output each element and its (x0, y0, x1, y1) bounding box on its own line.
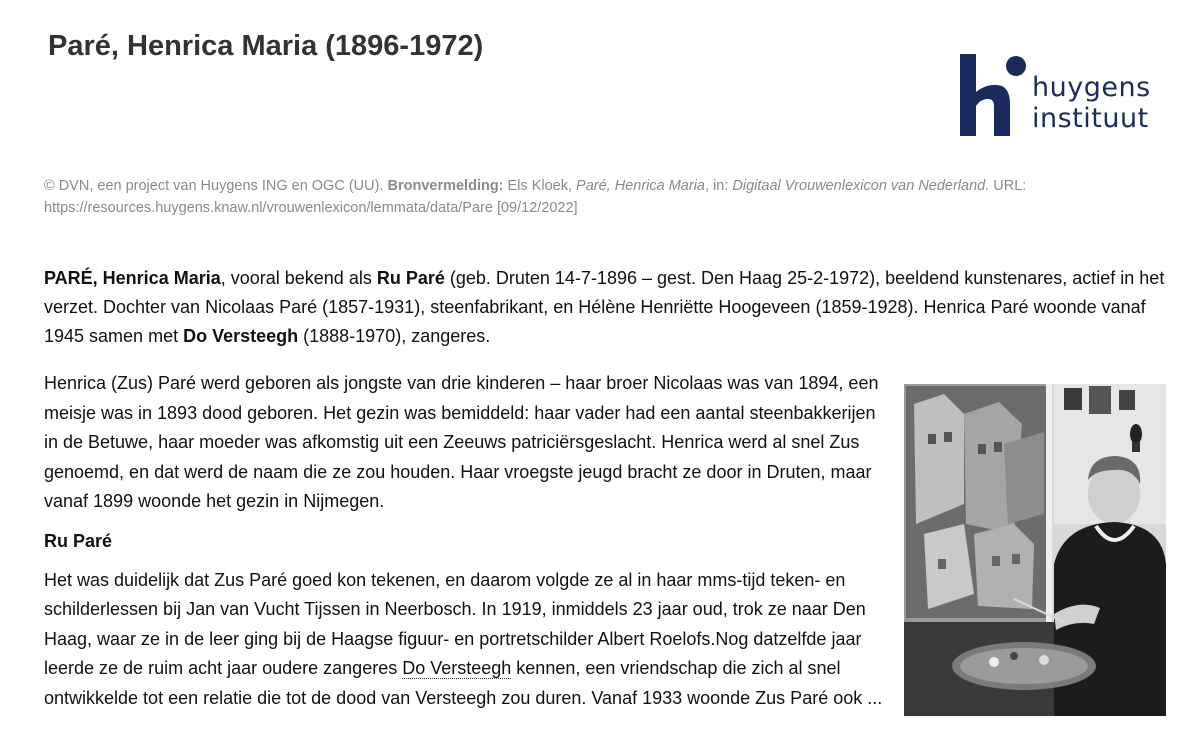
huygens-logo[interactable] (958, 52, 1173, 142)
page-title: Paré, Henrica Maria (1896-1972) (48, 30, 484, 62)
credit-source: Digitaal Vrouwenlexicon van Nederland. (732, 178, 990, 194)
intro-text-2: (geb. Druten 14-7-1896 – gest. Den Haag 25-2-1972), beeldend kunstenares, actief in het verzet. Dochter van Nicolaas Paré (1857-1931), steenfabrikant, en Hélène Henriëtte Hoogeveen (1859-1928). Henrica Paré woonde vanaf 1945 samen met (44, 268, 1165, 346)
credit-label: Bronvermelding: (387, 178, 504, 194)
do-versteegh-link[interactable]: Do Versteegh (402, 658, 512, 678)
section-heading: Ru Paré (44, 530, 113, 551)
logo-line-1: huygens (1032, 72, 1151, 103)
credit-url[interactable]: URL: https://resources.huygens.knaw.nl/vrouwenlexicon/lemmata/data/Pare [09/12/2022] (44, 178, 1027, 216)
intro-name: PARÉ, Henrica Maria (44, 268, 221, 288)
article-body (44, 369, 889, 723)
intro-paragraph (44, 264, 1174, 351)
credit-in: , in: (704, 178, 733, 194)
credit-lemma: Paré, Henrica Maria (576, 178, 705, 194)
logo-wordmark (1032, 72, 1151, 134)
intro-alias: Ru Paré (376, 268, 445, 288)
body-paragraph-2-text-b: kennen, een vriendschap die zich al snel ontwikkelde tot een relatie die tot de dood van Versteegh zou duren. Vanaf 1933 woonde Zus Paré ook ... (44, 658, 883, 708)
body-paragraph-1: Henrica (Zus) Paré werd geboren als jongste van drie kinderen – haar broer Nicolaas was van 1894, een meisje was in 1893 dood geboren. Het gezin was bemiddeld: haar vader had een aantal steenbakkerijen in de Betuwe, haar moeder was afkomstig uit een Zeeuws patriciërsgeslacht. Henrica werd al snel Zus genoemd, en dat werd de naam die ze zou houden. Haar vroegste jeugd bracht ze door in Druten, maar vanaf 1899 woonde het gezin in Nijmegen. (44, 373, 879, 511)
intro-text-1: , vooral bekend als (220, 268, 377, 288)
huygens-h-icon (958, 52, 1028, 142)
portrait-photo (904, 384, 1166, 716)
credit-author: Els Kloek, (503, 178, 577, 194)
body-paragraph-2-text-a: Het was duidelijk dat Zus Paré goed kon tekenen, en daarom volgde ze al in haar mms-tijd teken- en schilderlessen bij Jan van Vucht Tijssen in Neerbosch. In 1919, inmiddels 23 jaar oud, trok ze naar Den Haag, waar ze in de leer ging bij de Haagse figuur- en portretschilder Albert Roelofs.Nog datzelfde jaar leerde ze de ruim acht jaar oudere zangeres (44, 569, 866, 678)
logo-line-2: instituut (1032, 103, 1149, 134)
portrait-photo-image (904, 384, 1166, 716)
intro-partner: Do Versteegh (183, 326, 299, 346)
intro-text-3: (1888-1970), zangeres. (298, 326, 491, 346)
body-paragraph-2 (44, 566, 889, 714)
credit-copyright: © DVN, een project van Huygens ING en OGC (UU). (44, 178, 388, 194)
source-credit (44, 175, 1184, 219)
